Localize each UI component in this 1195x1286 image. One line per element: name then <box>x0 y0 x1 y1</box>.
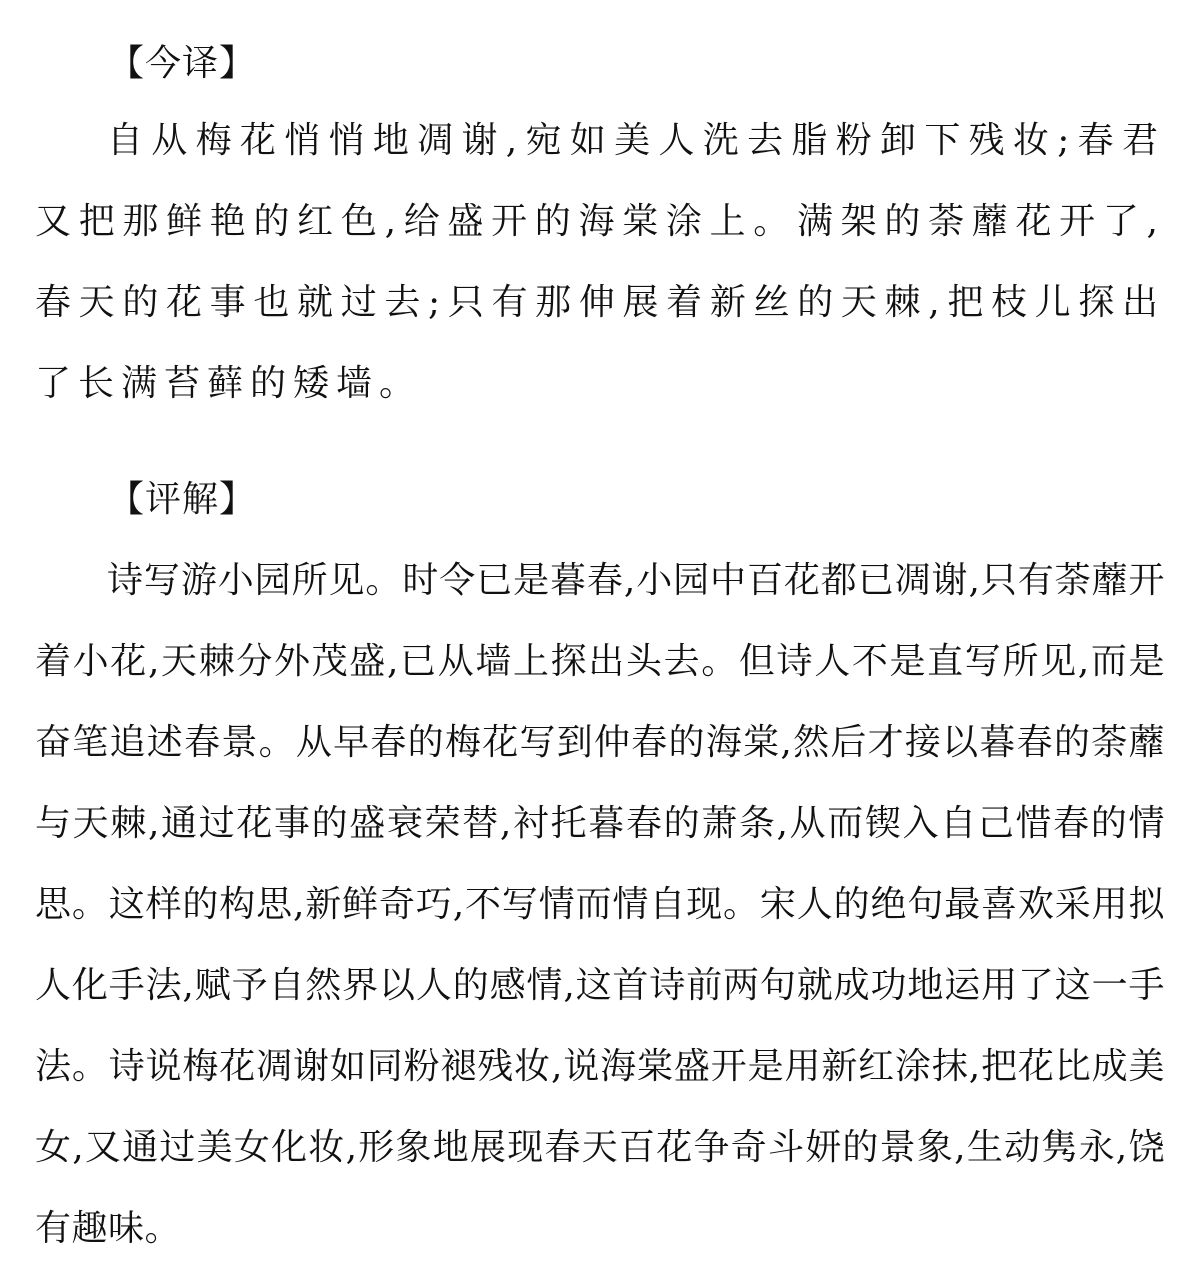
translation-heading: 【今译】 <box>108 43 257 84</box>
translation-paragraph: 自从梅花悄悄地凋谢,宛如美人洗去脂粉卸下残妆;春君又把那鲜艳的红色,给盛开的海棠涂上。满架的荼蘼花开了,春天的花事也就过去;只有那伸展着新丝的天棘,把枝儿探出了长满苔藓的矮墙。 <box>35 120 1165 404</box>
commentary-heading: 【评解】 <box>108 479 257 520</box>
commentary-paragraph: 诗写游小园所见。时令已是暮春,小园中百花都已凋谢,只有荼蘼开着小花,天棘分外茂盛,已从墙上探出头去。但诗人不是直写所见,而是奋笔追述春景。从早春的梅花写到仲春的海棠,然后才接以暮春的荼蘼与天棘,通过花事的盛衰荣替,衬托暮春的萧条,从而锲入自己惜春的情思。这样的构思,新鲜奇巧,不写情而情自现。宋人的绝句最喜欢采用拟人化手法,赋予自然界以人的感情,这首诗前两句就成功地运用了这一手法。诗说梅花凋谢如同粉褪残妆,说海棠盛开是用新红涂抹,把花比成美女,又通过美女化妆,形象地展现春天百花争奇斗妍的景象,生动隽永,饶有趣味。 <box>35 560 1165 1249</box>
